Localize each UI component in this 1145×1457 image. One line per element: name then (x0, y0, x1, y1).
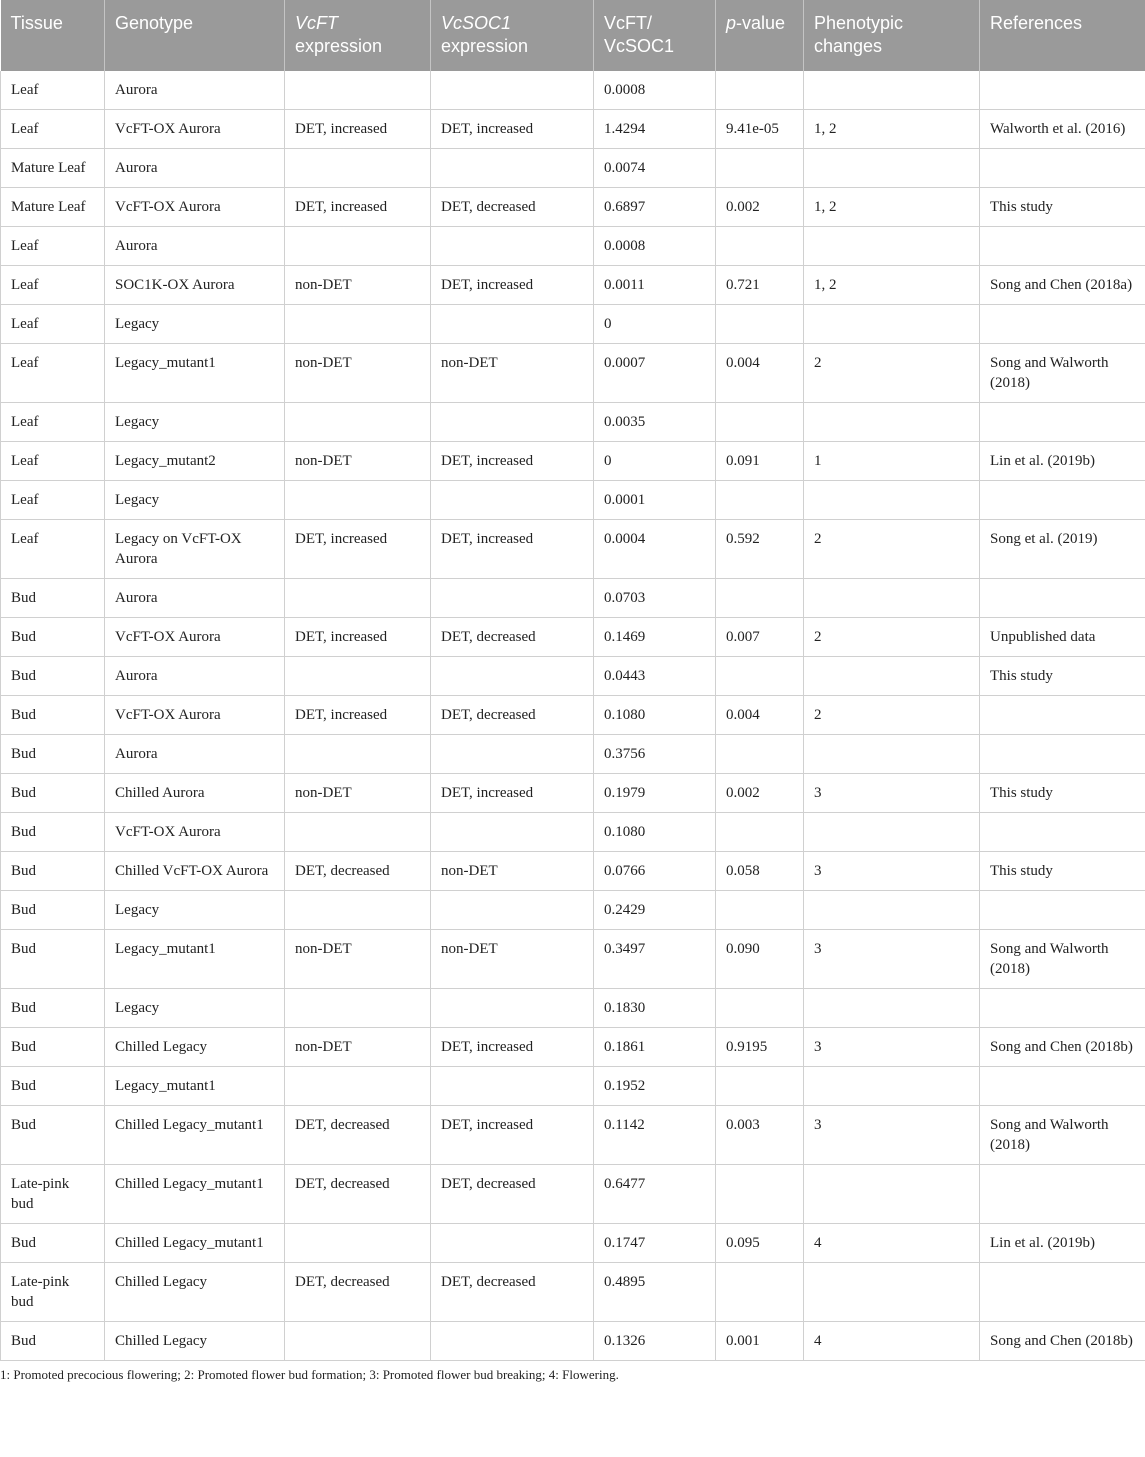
cell-phenotypic-changes: 1 (804, 442, 980, 481)
cell-tissue: Leaf (1, 110, 105, 149)
cell-phenotypic-changes: 4 (804, 1322, 980, 1361)
cell-ratio: 0.1952 (594, 1067, 716, 1106)
header-vcft-gene: VcFT (295, 13, 338, 33)
cell-vcft-expression (285, 891, 431, 930)
cell-phenotypic-changes: 3 (804, 774, 980, 813)
cell-genotype: Legacy_mutant1 (105, 930, 285, 989)
cell-vcsoc1-expression (431, 481, 594, 520)
cell-genotype: Aurora (105, 579, 285, 618)
cell-tissue: Bud (1, 852, 105, 891)
cell-ratio: 0.1142 (594, 1106, 716, 1165)
cell-pvalue (716, 657, 804, 696)
cell-tissue: Leaf (1, 520, 105, 579)
cell-references: Song and Walworth (2018) (980, 344, 1145, 403)
cell-vcsoc1-expression (431, 657, 594, 696)
cell-ratio: 0.3497 (594, 930, 716, 989)
cell-pvalue: 0.058 (716, 852, 804, 891)
table-row (1, 1224, 1145, 1263)
cell-pvalue: 0.004 (716, 696, 804, 735)
cell-references: Song and Walworth (2018) (980, 930, 1145, 989)
cell-references (980, 1165, 1145, 1224)
cell-ratio: 0.1469 (594, 618, 716, 657)
cell-pvalue (716, 579, 804, 618)
table-row (1, 442, 1145, 481)
table-body (1, 71, 1145, 1361)
cell-phenotypic-changes (804, 149, 980, 188)
cell-genotype: Aurora (105, 71, 285, 110)
cell-vcft-expression (285, 989, 431, 1028)
cell-pvalue (716, 71, 804, 110)
cell-references (980, 1263, 1145, 1322)
cell-vcsoc1-expression: DET, increased (431, 110, 594, 149)
cell-pvalue (716, 1263, 804, 1322)
cell-vcsoc1-expression (431, 1067, 594, 1106)
cell-ratio: 0.0004 (594, 520, 716, 579)
cell-vcsoc1-expression (431, 579, 594, 618)
cell-phenotypic-changes (804, 657, 980, 696)
cell-ratio: 0.0766 (594, 852, 716, 891)
cell-vcft-expression (285, 481, 431, 520)
cell-phenotypic-changes (804, 227, 980, 266)
cell-vcft-expression: DET, decreased (285, 1263, 431, 1322)
cell-references: This study (980, 774, 1145, 813)
cell-tissue: Bud (1, 774, 105, 813)
cell-pvalue (716, 891, 804, 930)
table-row (1, 110, 1145, 149)
cell-phenotypic-changes (804, 1067, 980, 1106)
cell-vcsoc1-expression: non-DET (431, 852, 594, 891)
cell-tissue: Mature Leaf (1, 188, 105, 227)
cell-vcft-expression (285, 813, 431, 852)
cell-phenotypic-changes (804, 481, 980, 520)
cell-tissue: Bud (1, 657, 105, 696)
cell-ratio: 0.1861 (594, 1028, 716, 1067)
cell-tissue: Bud (1, 579, 105, 618)
cell-phenotypic-changes: 2 (804, 344, 980, 403)
cell-vcft-expression (285, 1067, 431, 1106)
cell-tissue: Leaf (1, 71, 105, 110)
cell-tissue: Bud (1, 989, 105, 1028)
cell-pvalue: 0.721 (716, 266, 804, 305)
cell-phenotypic-changes: 1, 2 (804, 188, 980, 227)
cell-vcsoc1-expression: DET, decreased (431, 1263, 594, 1322)
cell-genotype: VcFT-OX Aurora (105, 813, 285, 852)
cell-vcsoc1-expression: DET, increased (431, 1028, 594, 1067)
cell-pvalue: 0.592 (716, 520, 804, 579)
header-vcft-expression (285, 0, 431, 71)
cell-vcsoc1-expression (431, 1322, 594, 1361)
cell-tissue: Bud (1, 618, 105, 657)
table-row (1, 735, 1145, 774)
cell-pvalue: 0.091 (716, 442, 804, 481)
table-row (1, 403, 1145, 442)
cell-vcsoc1-expression (431, 403, 594, 442)
cell-references (980, 813, 1145, 852)
cell-vcsoc1-expression (431, 735, 594, 774)
cell-references: Lin et al. (2019b) (980, 1224, 1145, 1263)
cell-genotype: Chilled VcFT-OX Aurora (105, 852, 285, 891)
cell-vcft-expression: DET, decreased (285, 1106, 431, 1165)
cell-ratio: 0.0703 (594, 579, 716, 618)
cell-ratio: 0.1747 (594, 1224, 716, 1263)
cell-vcft-expression (285, 735, 431, 774)
cell-pvalue (716, 481, 804, 520)
cell-genotype: Chilled Legacy_mutant1 (105, 1106, 285, 1165)
cell-tissue: Bud (1, 735, 105, 774)
cell-genotype: Chilled Legacy (105, 1263, 285, 1322)
cell-tissue: Leaf (1, 266, 105, 305)
cell-ratio: 0.2429 (594, 891, 716, 930)
cell-pvalue (716, 149, 804, 188)
cell-genotype: Legacy (105, 989, 285, 1028)
header-pvalue-rest: -value (736, 13, 786, 33)
table-row (1, 188, 1145, 227)
cell-tissue: Late-pink bud (1, 1165, 105, 1224)
cell-vcsoc1-expression (431, 71, 594, 110)
cell-phenotypic-changes: 3 (804, 1028, 980, 1067)
cell-genotype: Legacy (105, 305, 285, 344)
cell-tissue: Leaf (1, 403, 105, 442)
cell-vcsoc1-expression: DET, decreased (431, 188, 594, 227)
cell-genotype: VcFT-OX Aurora (105, 110, 285, 149)
cell-vcft-expression: non-DET (285, 266, 431, 305)
cell-ratio: 0.6477 (594, 1165, 716, 1224)
cell-tissue: Mature Leaf (1, 149, 105, 188)
cell-phenotypic-changes: 3 (804, 1106, 980, 1165)
cell-ratio: 0.0007 (594, 344, 716, 403)
cell-pvalue: 0.001 (716, 1322, 804, 1361)
table-row (1, 227, 1145, 266)
cell-ratio: 0.1080 (594, 696, 716, 735)
cell-tissue: Bud (1, 1028, 105, 1067)
cell-phenotypic-changes: 2 (804, 618, 980, 657)
cell-references: This study (980, 852, 1145, 891)
cell-tissue: Leaf (1, 227, 105, 266)
cell-ratio: 0 (594, 305, 716, 344)
cell-ratio: 0 (594, 442, 716, 481)
cell-tissue: Bud (1, 696, 105, 735)
cell-phenotypic-changes (804, 579, 980, 618)
cell-vcsoc1-expression: DET, increased (431, 520, 594, 579)
cell-pvalue (716, 1165, 804, 1224)
header-pvalue (716, 0, 804, 71)
table-row (1, 657, 1145, 696)
table-row (1, 1106, 1145, 1165)
cell-pvalue (716, 813, 804, 852)
table-row (1, 618, 1145, 657)
cell-ratio: 0.1979 (594, 774, 716, 813)
cell-vcft-expression (285, 403, 431, 442)
cell-vcsoc1-expression: DET, increased (431, 442, 594, 481)
table-row (1, 344, 1145, 403)
cell-vcsoc1-expression: non-DET (431, 344, 594, 403)
table-row (1, 989, 1145, 1028)
header-tissue: Tissue (10, 13, 63, 33)
header-phenotypic-changes: Phenotypic changes (804, 0, 980, 71)
cell-references: Song and Chen (2018b) (980, 1322, 1145, 1361)
table-row (1, 1067, 1145, 1106)
table-row (1, 891, 1145, 930)
table-row (1, 930, 1145, 989)
table-row (1, 305, 1145, 344)
cell-pvalue: 0.095 (716, 1224, 804, 1263)
cell-vcsoc1-expression (431, 891, 594, 930)
cell-references (980, 891, 1145, 930)
cell-phenotypic-changes (804, 989, 980, 1028)
header-vcsoc1-suffix: expression (441, 36, 529, 56)
cell-pvalue: 0.004 (716, 344, 804, 403)
cell-vcft-expression: DET, decreased (285, 852, 431, 891)
cell-tissue: Leaf (1, 481, 105, 520)
table-row (1, 520, 1145, 579)
table-row (1, 149, 1145, 188)
cell-vcft-expression (285, 579, 431, 618)
cell-vcft-expression (285, 149, 431, 188)
cell-vcft-expression: DET, increased (285, 520, 431, 579)
cell-pvalue (716, 305, 804, 344)
cell-vcft-expression: DET, increased (285, 110, 431, 149)
cell-phenotypic-changes (804, 891, 980, 930)
cell-references: Lin et al. (2019b) (980, 442, 1145, 481)
table-row (1, 774, 1145, 813)
cell-references (980, 989, 1145, 1028)
cell-ratio: 0.0074 (594, 149, 716, 188)
cell-tissue: Bud (1, 1224, 105, 1263)
cell-vcsoc1-expression: DET, increased (431, 1106, 594, 1165)
cell-pvalue (716, 1067, 804, 1106)
cell-vcft-expression: non-DET (285, 774, 431, 813)
cell-vcft-expression (285, 1322, 431, 1361)
cell-genotype: Chilled Legacy (105, 1322, 285, 1361)
cell-phenotypic-changes (804, 305, 980, 344)
cell-references: This study (980, 657, 1145, 696)
cell-phenotypic-changes: 1, 2 (804, 266, 980, 305)
header-ratio-line1: VcFT/ (604, 13, 652, 33)
cell-tissue: Bud (1, 1067, 105, 1106)
cell-ratio: 0.6897 (594, 188, 716, 227)
table-row (1, 266, 1145, 305)
cell-vcsoc1-expression (431, 1224, 594, 1263)
cell-pvalue (716, 735, 804, 774)
cell-phenotypic-changes (804, 1165, 980, 1224)
table-row (1, 1165, 1145, 1224)
cell-ratio: 0.0011 (594, 266, 716, 305)
cell-references: Song et al. (2019) (980, 520, 1145, 579)
cell-phenotypic-changes: 1, 2 (804, 110, 980, 149)
cell-pvalue (716, 989, 804, 1028)
cell-genotype: Legacy (105, 481, 285, 520)
cell-phenotypic-changes: 2 (804, 696, 980, 735)
table-row (1, 1322, 1145, 1361)
cell-pvalue: 0.002 (716, 188, 804, 227)
cell-ratio: 1.4294 (594, 110, 716, 149)
cell-pvalue: 0.003 (716, 1106, 804, 1165)
cell-pvalue (716, 227, 804, 266)
cell-references: Song and Chen (2018b) (980, 1028, 1145, 1067)
cell-genotype: Chilled Aurora (105, 774, 285, 813)
cell-pvalue (716, 403, 804, 442)
cell-genotype: VcFT-OX Aurora (105, 188, 285, 227)
cell-vcft-expression: DET, increased (285, 696, 431, 735)
table-header (1, 0, 1145, 71)
cell-references (980, 1067, 1145, 1106)
cell-genotype: Aurora (105, 149, 285, 188)
cell-pvalue: 9.41e-05 (716, 110, 804, 149)
cell-pvalue: 0.007 (716, 618, 804, 657)
table-row (1, 1028, 1145, 1067)
cell-vcft-expression (285, 1224, 431, 1263)
header-references: References (980, 0, 1145, 71)
header-ratio (594, 0, 716, 71)
cell-genotype: SOC1K-OX Aurora (105, 266, 285, 305)
cell-genotype: Legacy (105, 403, 285, 442)
cell-vcft-expression (285, 71, 431, 110)
cell-ratio: 0.0001 (594, 481, 716, 520)
cell-tissue: Bud (1, 813, 105, 852)
cell-references (980, 696, 1145, 735)
cell-vcft-expression (285, 657, 431, 696)
cell-phenotypic-changes (804, 735, 980, 774)
cell-phenotypic-changes: 4 (804, 1224, 980, 1263)
cell-ratio: 0.1080 (594, 813, 716, 852)
cell-references: Walworth et al. (2016) (980, 110, 1145, 149)
cell-vcsoc1-expression (431, 989, 594, 1028)
cell-genotype: Chilled Legacy (105, 1028, 285, 1067)
cell-references (980, 403, 1145, 442)
cell-tissue: Bud (1, 1106, 105, 1165)
cell-tissue: Bud (1, 1322, 105, 1361)
cell-vcft-expression (285, 227, 431, 266)
cell-genotype: Legacy_mutant1 (105, 1067, 285, 1106)
header-vcft-suffix: expression (295, 36, 383, 56)
cell-references (980, 71, 1145, 110)
cell-phenotypic-changes (804, 403, 980, 442)
table-row (1, 71, 1145, 110)
header-vcsoc1-gene: VcSOC1 (441, 13, 512, 33)
cell-phenotypic-changes: 3 (804, 930, 980, 989)
cell-ratio: 0.0443 (594, 657, 716, 696)
cell-phenotypic-changes: 3 (804, 852, 980, 891)
cell-phenotypic-changes (804, 71, 980, 110)
table-row (1, 1263, 1145, 1322)
cell-vcsoc1-expression (431, 149, 594, 188)
cell-references: This study (980, 188, 1145, 227)
cell-vcsoc1-expression (431, 305, 594, 344)
cell-genotype: Chilled Legacy_mutant1 (105, 1165, 285, 1224)
cell-references (980, 735, 1145, 774)
cell-vcsoc1-expression (431, 813, 594, 852)
cell-vcsoc1-expression: DET, increased (431, 774, 594, 813)
table-row (1, 579, 1145, 618)
cell-references (980, 481, 1145, 520)
cell-genotype: Legacy (105, 891, 285, 930)
cell-genotype: Legacy_mutant1 (105, 344, 285, 403)
cell-genotype: Aurora (105, 735, 285, 774)
cell-phenotypic-changes (804, 813, 980, 852)
table-row (1, 813, 1145, 852)
cell-phenotypic-changes: 2 (804, 520, 980, 579)
header-vcsoc1-expression (431, 0, 594, 71)
cell-tissue: Late-pink bud (1, 1263, 105, 1322)
cell-references (980, 149, 1145, 188)
cell-vcft-expression: DET, increased (285, 618, 431, 657)
cell-tissue: Bud (1, 930, 105, 989)
cell-vcft-expression: non-DET (285, 442, 431, 481)
cell-pvalue: 0.002 (716, 774, 804, 813)
cell-ratio: 0.1326 (594, 1322, 716, 1361)
header-ratio-line2: VcSOC1 (604, 36, 675, 56)
cell-vcsoc1-expression: non-DET (431, 930, 594, 989)
cell-references: Song and Walworth (2018) (980, 1106, 1145, 1165)
table-row (1, 696, 1145, 735)
cell-ratio: 0.1830 (594, 989, 716, 1028)
cell-tissue: Leaf (1, 442, 105, 481)
cell-references (980, 305, 1145, 344)
cell-ratio: 0.3756 (594, 735, 716, 774)
cell-references: Song and Chen (2018a) (980, 266, 1145, 305)
cell-tissue: Bud (1, 891, 105, 930)
cell-ratio: 0.0035 (594, 403, 716, 442)
cell-genotype: Chilled Legacy_mutant1 (105, 1224, 285, 1263)
cell-phenotypic-changes (804, 1263, 980, 1322)
cell-vcft-expression: non-DET (285, 1028, 431, 1067)
table-row (1, 481, 1145, 520)
cell-genotype: VcFT-OX Aurora (105, 696, 285, 735)
cell-genotype: Legacy_mutant2 (105, 442, 285, 481)
table-row (1, 852, 1145, 891)
cell-genotype: Aurora (105, 657, 285, 696)
cell-vcsoc1-expression: DET, decreased (431, 618, 594, 657)
cell-tissue: Leaf (1, 344, 105, 403)
cell-references: Unpublished data (980, 618, 1145, 657)
table-footnote: 1: Promoted precocious flowering; 2: Promoted flower bud formation; 3: Promoted flower bud breaking; 4: Flowering. (0, 1367, 619, 1382)
cell-ratio: 0.0008 (594, 71, 716, 110)
cell-vcsoc1-expression (431, 227, 594, 266)
cell-genotype: VcFT-OX Aurora (105, 618, 285, 657)
header-genotype: Genotype (105, 0, 285, 71)
cell-pvalue: 0.9195 (716, 1028, 804, 1067)
cell-vcft-expression: DET, increased (285, 188, 431, 227)
cell-vcft-expression: non-DET (285, 930, 431, 989)
cell-tissue: Leaf (1, 305, 105, 344)
cell-vcft-expression: non-DET (285, 344, 431, 403)
cell-vcsoc1-expression: DET, decreased (431, 696, 594, 735)
cell-genotype: Legacy on VcFT-OX Aurora (105, 520, 285, 579)
cell-vcft-expression (285, 305, 431, 344)
cell-vcsoc1-expression: DET, decreased (431, 1165, 594, 1224)
cell-ratio: 0.0008 (594, 227, 716, 266)
header-row (1, 0, 1145, 71)
cell-ratio: 0.4895 (594, 1263, 716, 1322)
cell-references (980, 227, 1145, 266)
cell-references (980, 579, 1145, 618)
cell-pvalue: 0.090 (716, 930, 804, 989)
cell-vcft-expression: DET, decreased (285, 1165, 431, 1224)
cell-vcsoc1-expression: DET, increased (431, 266, 594, 305)
cell-genotype: Aurora (105, 227, 285, 266)
header-pvalue-p: p (726, 13, 737, 33)
